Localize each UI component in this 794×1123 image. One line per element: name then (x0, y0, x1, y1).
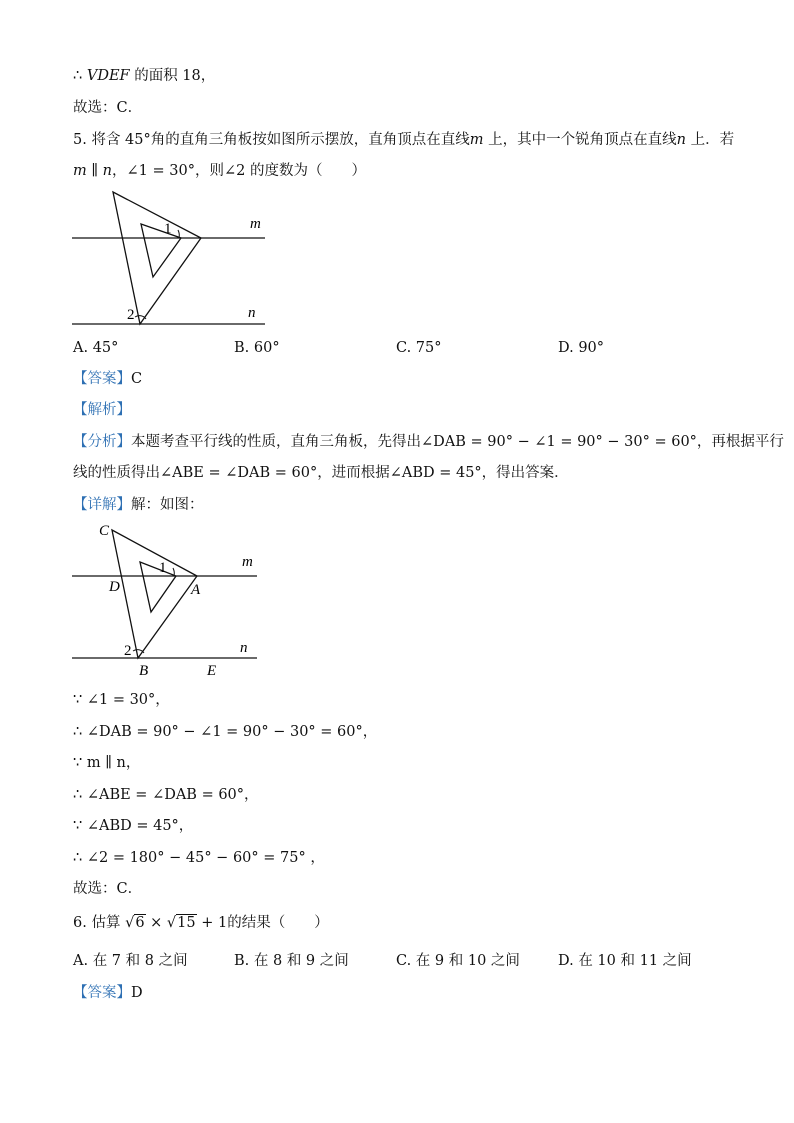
label-angle-1: 1 (164, 221, 172, 237)
label-A: A (191, 582, 201, 598)
step-6: ∴ ∠2 = 180° − 45° − 60° = 75° ， (73, 850, 325, 866)
option-c[interactable]: C. 75° (396, 340, 442, 356)
label-m: m (250, 216, 261, 232)
choice-conclusion: 故选：C． (73, 100, 143, 116)
option-a[interactable]: A. 45° (73, 340, 119, 356)
figure-labeled-triangle (70, 518, 270, 680)
question-5-stem-line2: m ∥ n，∠1 = 30°，则∠2 的度数为（ ） (73, 163, 366, 179)
option-b[interactable]: B. 在 8 和 9 之间 (234, 953, 349, 969)
fenxi-line1: 【分析】本题考查平行线的性质，直角三角板，先得出∠DAB = 90° − ∠1 = 90° − 30° = 60°，再根据平行 (73, 434, 784, 450)
label-D: D (109, 579, 120, 595)
label-angle-2: 2 (127, 307, 135, 323)
label-angle-2: 2 (124, 643, 132, 659)
label-E: E (207, 663, 217, 679)
detail-tag: 【详解】 (73, 497, 131, 513)
answer-5: 【答案】C (73, 371, 143, 387)
label-n: n (240, 640, 248, 656)
fenxi-line2: 线的性质得出∠ABE = ∠DAB = 60°，进而根据∠ABD = 45°，得出答案． (73, 465, 569, 481)
label-m: m (242, 554, 253, 570)
answer-tag: 【答案】 (73, 371, 131, 387)
step-1: ∵ ∠1 = 30°， (73, 692, 170, 708)
answer-6: 【答案】D (73, 985, 143, 1001)
step-2: ∴ ∠DAB = 90° − ∠1 = 90° − 30° = 60°， (73, 724, 378, 740)
label-n: n (248, 305, 256, 321)
question-5-stem: 5. 将含 45°角的直角三角板按如图所示摆放，直角顶点在直线m 上，其中一个锐角顶点在直线n 上．若 (73, 132, 735, 148)
label-angle-1: 1 (159, 560, 167, 576)
area-conclusion: ∴ VDEF 的面积 18， (73, 68, 216, 84)
sqrt-15: 15 (177, 915, 196, 931)
step-5: ∵ ∠ABD = 45°， (73, 818, 194, 834)
option-d[interactable]: D. 90° (558, 340, 605, 356)
step-3: ∵ m ∥ n， (73, 755, 141, 771)
analysis-tag: 【解析】 (73, 402, 131, 418)
fenxi-tag: 【分析】 (73, 434, 131, 450)
figure-triangle-parallel-lines (70, 186, 270, 328)
option-b[interactable]: B. 60° (234, 340, 280, 356)
answer-tag: 【答案】 (73, 985, 131, 1001)
label-B: B (139, 663, 149, 679)
option-c[interactable]: C. 在 9 和 10 之间 (396, 953, 520, 969)
detail-heading: 【详解】解：如图： (73, 497, 204, 513)
sqrt-6: 6 (135, 915, 145, 931)
question-6-stem: 6. 估算 √6 × √15 + 1的结果（ ） (73, 915, 329, 931)
option-a[interactable]: A. 在 7 和 8 之间 (73, 953, 188, 969)
analysis-5 (73, 400, 131, 420)
step-4: ∴ ∠ABE = ∠DAB = 60°， (73, 787, 259, 803)
option-d[interactable]: D. 在 10 和 11 之间 (558, 953, 692, 969)
step-7: 故选：C． (73, 881, 143, 897)
label-C: C (99, 523, 110, 539)
